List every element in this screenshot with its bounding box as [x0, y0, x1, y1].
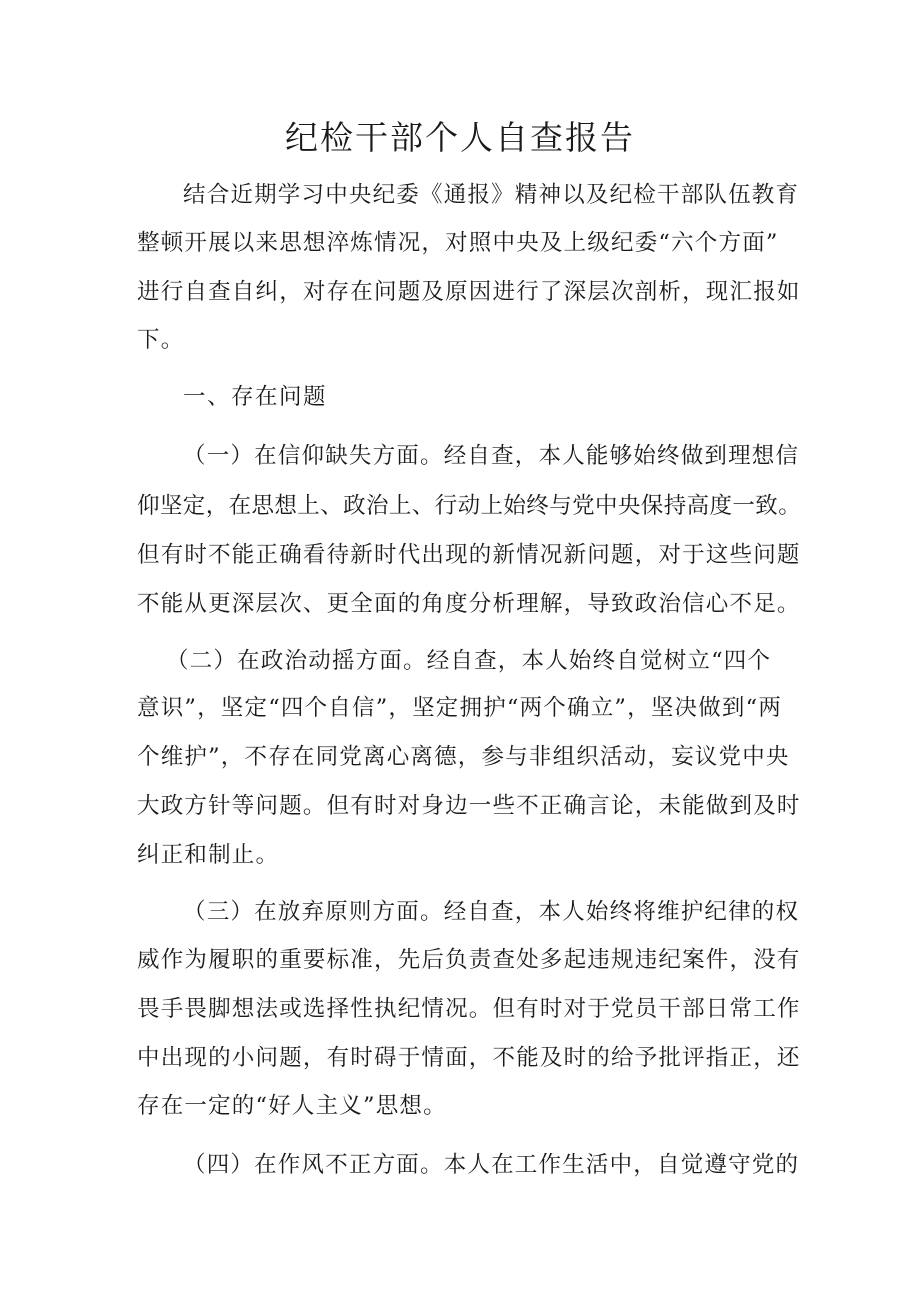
intro-line-1: 结合近期学习中央纪委《通报》精神以及纪检干部队伍教育 [183, 182, 800, 208]
item2-line-5: 纠正和制止。 [137, 842, 280, 868]
item4-line-1: （四）在作风不正方面。本人在工作生活中，自觉遵守党的 [183, 1152, 800, 1178]
intro-line-2: 整顿开展以来思想淬炼情况，对照中央及上级纪委“六个方面” [137, 230, 779, 256]
item2-line-2: 意识”，坚定“四个自信”，坚定拥护“两个确立”，坚决做到“两 [137, 695, 783, 721]
item3-line-3: 畏手畏脚想法或选择性执纪情况。但有时对于党员干部日常工作 [137, 996, 801, 1022]
section-heading: 一、存在问题 [183, 384, 328, 410]
item1-line-2: 仰坚定，在思想上、政治上、行动上始终与党中央保持高度一致。 [137, 493, 802, 519]
item3-line-4: 中出现的小问题，有时碍于情面，不能及时的给予批评指正，还 [137, 1045, 801, 1071]
document-title: 纪检干部个人自查报告 [285, 118, 635, 157]
item1-line-1: （一）在信仰缺失方面。经自查，本人能够始终做到理想信 [183, 443, 800, 469]
item3-line-1: （三）在放弃原则方面。经自查，本人始终将维护纪律的权 [183, 899, 800, 925]
item1-line-3: 但有时不能正确看待新时代出现的新情况新问题，对于这些问题 [137, 542, 801, 568]
item2-line-4: 大政方针等问题。但有时对身边一些不正确言论，未能做到及时 [137, 793, 801, 819]
item2-line-3: 个维护”，不存在同党离心离德，参与非组织活动，妄议党中央 [137, 744, 790, 770]
intro-line-4: 下。 [137, 327, 185, 353]
item2-line-1: （二）在政治动摇方面。经自查，本人始终自觉树立“四个 [166, 648, 772, 674]
intro-line-3: 进行自查自纠，对存在问题及原因进行了深层次剖析，现汇报如 [137, 279, 801, 305]
item3-line-5: 存在一定的“好人主义”思想。 [137, 1093, 447, 1119]
item3-line-2: 威作为履职的重要标准，先后负责查处多起违规违纪案件，没有 [137, 947, 801, 973]
item1-line-4: 不能从更深层次、更全面的角度分析理解，导致政治信心不足。 [137, 591, 801, 617]
